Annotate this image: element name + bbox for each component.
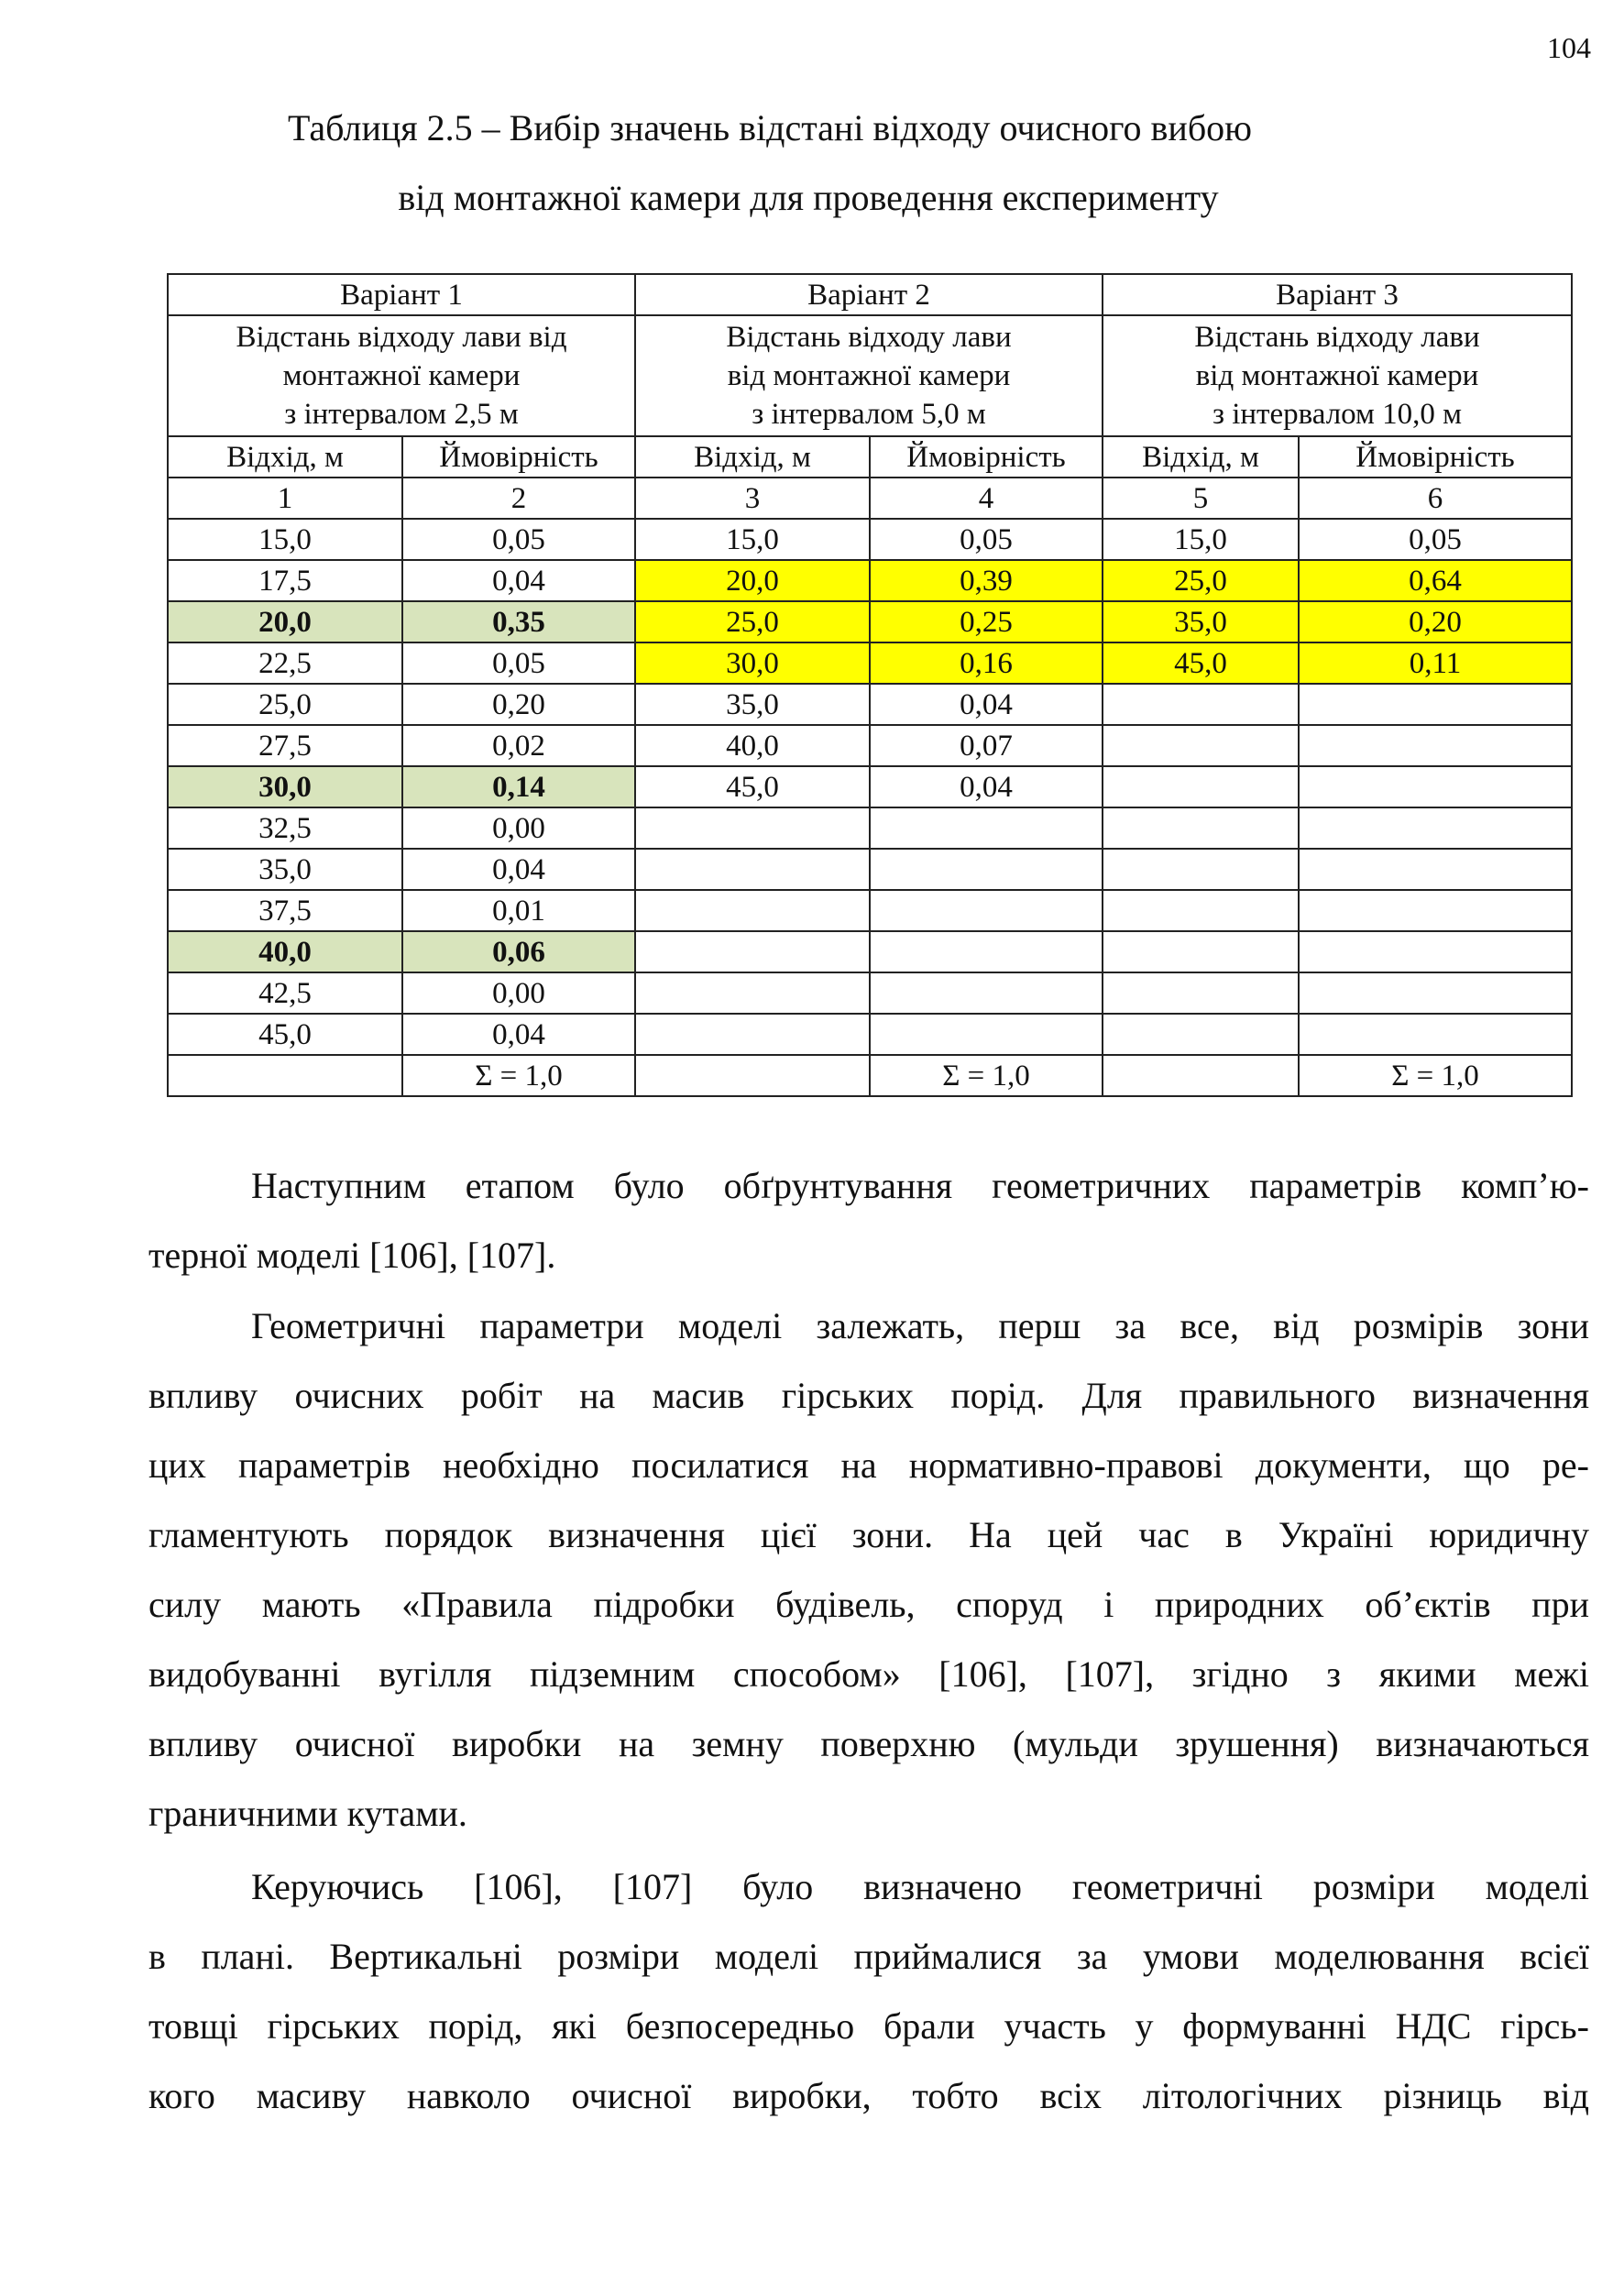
table-cell xyxy=(635,931,870,972)
table-cell: 0,20 xyxy=(1299,601,1572,642)
desc-line: Відстань відходу лави від xyxy=(236,321,567,354)
column-number: 1 xyxy=(168,478,402,519)
table-cell: 27,5 xyxy=(168,725,402,766)
column-header: Ймовірність xyxy=(870,436,1103,478)
table-row xyxy=(168,766,1572,807)
column-header: Відхід, м xyxy=(168,436,402,478)
table-cell: 0,64 xyxy=(1299,560,1572,601)
table-cell: 37,5 xyxy=(168,890,402,931)
table-cell: 0,04 xyxy=(870,684,1103,725)
table-row xyxy=(168,931,1572,972)
table-cell: 0,16 xyxy=(870,642,1103,684)
table-cell xyxy=(1103,931,1299,972)
table-cell: 35,0 xyxy=(168,849,402,890)
table-cell xyxy=(168,1055,402,1096)
table-cell: 0,00 xyxy=(402,972,635,1014)
table-cell: 0,05 xyxy=(1299,519,1572,560)
variant-3-header: Варіант 3 xyxy=(1103,274,1572,315)
table-cell: 0,39 xyxy=(870,560,1103,601)
column-number: 6 xyxy=(1299,478,1572,519)
table-cell: 0,04 xyxy=(870,766,1103,807)
table-cell: 25,0 xyxy=(168,684,402,725)
table-cell: 0,14 xyxy=(402,766,635,807)
table-cell: 25,0 xyxy=(1103,560,1299,601)
table-cell: 0,07 xyxy=(870,725,1103,766)
column-number: 5 xyxy=(1103,478,1299,519)
table-cell: 45,0 xyxy=(1103,642,1299,684)
table-cell: 15,0 xyxy=(1103,519,1299,560)
table-cell xyxy=(635,849,870,890)
paragraph-line: силу мають «Правила підробки будівель, споруд і природних об’єктів при xyxy=(148,1584,1589,1625)
table-cell: 0,01 xyxy=(402,890,635,931)
column-header-row xyxy=(168,436,1572,478)
column-header: Ймовірність xyxy=(402,436,635,478)
table-cell: 15,0 xyxy=(168,519,402,560)
table-cell: 15,0 xyxy=(635,519,870,560)
table-cell xyxy=(1103,1055,1299,1096)
table-cell xyxy=(1103,807,1299,849)
table-cell: 0,06 xyxy=(402,931,635,972)
table-cell xyxy=(635,1055,870,1096)
table-cell: 17,5 xyxy=(168,560,402,601)
table-cell xyxy=(1103,972,1299,1014)
column-header: Відхід, м xyxy=(1103,436,1299,478)
desc-line: з інтервалом 2,5 м xyxy=(284,398,519,431)
table-cell xyxy=(1103,1014,1299,1055)
table-cell: 20,0 xyxy=(168,601,402,642)
table-cell: 0,04 xyxy=(402,1014,635,1055)
table-cell: 35,0 xyxy=(635,684,870,725)
table-row xyxy=(168,890,1572,931)
table-cell: 32,5 xyxy=(168,807,402,849)
paragraph-line: товщі гірських порід, які безпосередньо брали участь у формуванні НДС гірсь- xyxy=(148,2005,1589,2047)
paragraph-line: терної моделі [106], [107]. xyxy=(148,1235,556,1276)
paragraph-line: видобуванні вугілля підземним способом» [106], [107], згідно з якими межі xyxy=(148,1653,1589,1695)
variant-2-description xyxy=(635,315,1103,436)
paragraph-line: впливу очисної виробки на земну поверхню (мульди зрушення) визначаються xyxy=(148,1723,1589,1764)
sum-cell: Σ = 1,0 xyxy=(1299,1055,1572,1096)
table-cell xyxy=(870,972,1103,1014)
variant-1-header: Варіант 1 xyxy=(168,274,635,315)
paragraph-line: граничними кутами. xyxy=(148,1793,467,1834)
table-cell xyxy=(1299,849,1572,890)
table-caption-line-2: від монтажної камери для проведення експерименту xyxy=(398,177,1219,218)
table-row xyxy=(168,560,1572,601)
table-cell xyxy=(1103,725,1299,766)
table-cell: 42,5 xyxy=(168,972,402,1014)
table-cell: 20,0 xyxy=(635,560,870,601)
column-number: 3 xyxy=(635,478,870,519)
table-row xyxy=(168,849,1572,890)
table-cell: 0,20 xyxy=(402,684,635,725)
table-cell xyxy=(870,931,1103,972)
paragraph-1 xyxy=(148,1151,1589,1290)
table-cell: 0,02 xyxy=(402,725,635,766)
paragraph-line: кого масиву навколо очисної виробки, тобто всіх літологічних різниць від xyxy=(148,2075,1589,2116)
table-row xyxy=(168,1014,1572,1055)
table-cell: 0,05 xyxy=(402,642,635,684)
table-row xyxy=(168,725,1572,766)
table-cell: 30,0 xyxy=(635,642,870,684)
table-cell: 0,00 xyxy=(402,807,635,849)
paragraph-line: в плані. Вертикальні розміри моделі приймалися за умови моделювання всієї xyxy=(148,1936,1589,1977)
column-number-row xyxy=(168,478,1572,519)
table-cell xyxy=(870,1014,1103,1055)
table-cell: 45,0 xyxy=(635,766,870,807)
paragraph-line: Геометричні параметри моделі залежать, перш за все, від розмірів зони xyxy=(251,1305,1589,1346)
table-cell: 22,5 xyxy=(168,642,402,684)
table-row xyxy=(168,684,1572,725)
desc-line: Відстань відходу лави xyxy=(1194,321,1480,354)
desc-line: від монтажної камери xyxy=(1195,359,1479,392)
table-cell: 35,0 xyxy=(1103,601,1299,642)
sum-cell: Σ = 1,0 xyxy=(402,1055,635,1096)
table-row xyxy=(168,601,1572,642)
table-cell: 0,11 xyxy=(1299,642,1572,684)
probability-table xyxy=(167,273,1573,1097)
table-row xyxy=(168,642,1572,684)
table-cell: 40,0 xyxy=(168,931,402,972)
column-number: 4 xyxy=(870,478,1103,519)
table-cell: 30,0 xyxy=(168,766,402,807)
description-row xyxy=(168,315,1572,436)
table-cell xyxy=(1299,972,1572,1014)
paragraph-line: гламентують порядок визначення цієї зони. На цей час в Україні юридичну xyxy=(148,1514,1589,1555)
table-cell xyxy=(1103,849,1299,890)
paragraph-line: впливу очисних робіт на масив гірських порід. Для правильного визначення xyxy=(148,1375,1589,1416)
table-cell xyxy=(1299,766,1572,807)
variant-1-description xyxy=(168,315,635,436)
table-cell xyxy=(1299,931,1572,972)
variant-2-header: Варіант 2 xyxy=(635,274,1103,315)
desc-line: Відстань відходу лави xyxy=(726,321,1012,354)
table-cell xyxy=(635,972,870,1014)
sum-row xyxy=(168,1055,1572,1096)
desc-line: монтажної камери xyxy=(282,359,521,392)
table-cell xyxy=(1299,1014,1572,1055)
table-row xyxy=(168,519,1572,560)
table-cell xyxy=(1103,890,1299,931)
sum-cell: Σ = 1,0 xyxy=(870,1055,1103,1096)
table-row xyxy=(168,807,1572,849)
page-number: 104 xyxy=(1547,31,1591,64)
table-cell xyxy=(1299,807,1572,849)
table-cell xyxy=(870,890,1103,931)
table-cell: 0,05 xyxy=(870,519,1103,560)
variant-3-description xyxy=(1103,315,1572,436)
paragraph-3 xyxy=(148,1852,1589,2131)
table-cell: 45,0 xyxy=(168,1014,402,1055)
table-cell: 25,0 xyxy=(635,601,870,642)
variant-header-row xyxy=(168,274,1572,315)
table-cell xyxy=(635,890,870,931)
table-cell: 0,04 xyxy=(402,560,635,601)
table-cell xyxy=(870,807,1103,849)
table-cell xyxy=(635,1014,870,1055)
table-cell: 40,0 xyxy=(635,725,870,766)
desc-line: від монтажної камери xyxy=(727,359,1011,392)
table-cell xyxy=(870,849,1103,890)
paragraph-2 xyxy=(148,1291,1589,1849)
paragraph-line: цих параметрів необхідно посилатися на нормативно-правові документи, що ре- xyxy=(148,1444,1589,1486)
paragraph-line: Наступним етапом було обґрунтування геометричних параметрів комп’ю- xyxy=(251,1165,1589,1206)
table-cell xyxy=(1299,725,1572,766)
table-row xyxy=(168,972,1572,1014)
column-header: Ймовірність xyxy=(1299,436,1572,478)
table-cell: 0,05 xyxy=(402,519,635,560)
table-cell xyxy=(1103,766,1299,807)
paragraph-line: Керуючись [106], [107] було визначено геометричні розміри моделі xyxy=(251,1866,1589,1907)
column-header: Відхід, м xyxy=(635,436,870,478)
table-cell xyxy=(1299,684,1572,725)
table-cell: 0,35 xyxy=(402,601,635,642)
table-cell xyxy=(1103,684,1299,725)
table-cell xyxy=(1299,890,1572,931)
column-number: 2 xyxy=(402,478,635,519)
table-cell: 0,25 xyxy=(870,601,1103,642)
desc-line: з інтервалом 10,0 м xyxy=(1212,398,1463,431)
table-cell xyxy=(635,807,870,849)
table-cell: 0,04 xyxy=(402,849,635,890)
desc-line: з інтервалом 5,0 м xyxy=(752,398,986,431)
table-caption-line-1: Таблиця 2.5 – Вибір значень відстані відходу очисного вибою xyxy=(287,107,1253,148)
